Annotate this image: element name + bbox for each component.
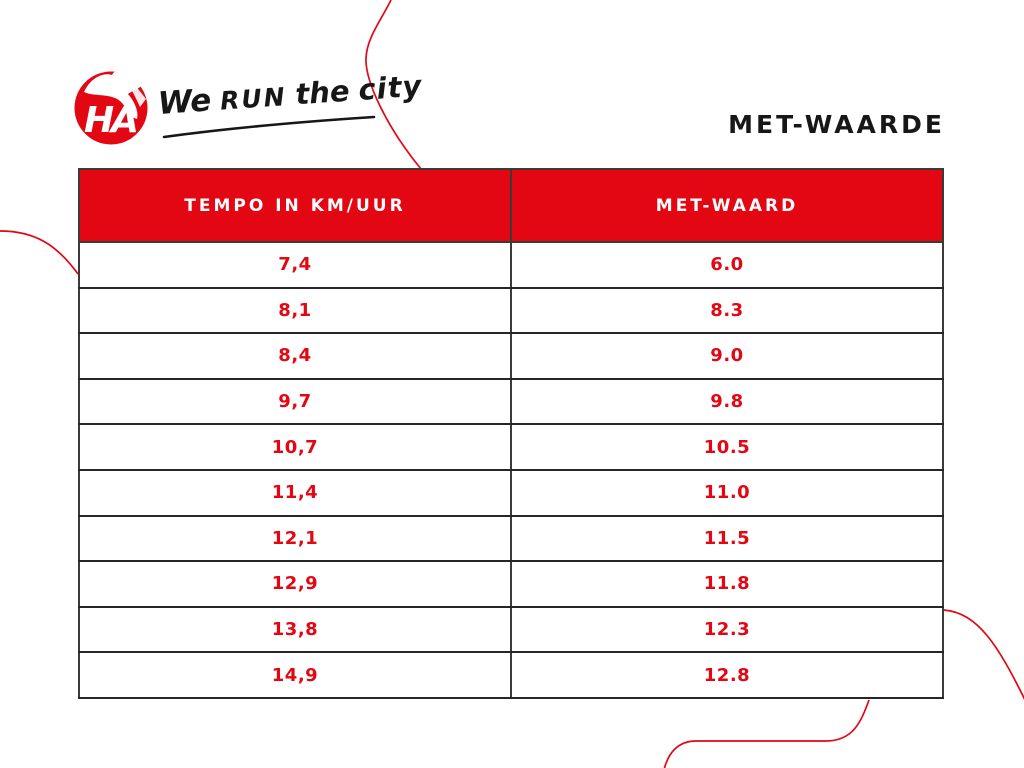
table-row [79, 652, 943, 698]
tempo-cell: 12,9 [79, 561, 511, 607]
table-row [79, 424, 943, 470]
tempo-cell: 8,4 [79, 333, 511, 379]
tagline-word-we: We [156, 82, 213, 122]
table-header-row [79, 169, 943, 242]
met-cell: 10.5 [511, 424, 943, 470]
tagline [156, 68, 424, 122]
table-row [79, 333, 943, 379]
table-row [79, 607, 943, 653]
table-row [79, 470, 943, 516]
tempo-cell: 13,8 [79, 607, 511, 653]
ha-logo-icon [72, 66, 152, 150]
met-cell: 12.8 [511, 652, 943, 698]
tagline-underline [164, 117, 374, 137]
tagline-word-run: RUN [219, 82, 288, 116]
table-row [79, 288, 943, 334]
decorative-curve-right [944, 610, 1024, 702]
tempo-cell: 10,7 [79, 424, 511, 470]
tagline-word-city: city [357, 68, 424, 107]
decorative-curve-bottom [664, 700, 869, 768]
tagline-word-the: the [294, 73, 351, 112]
tempo-cell: 12,1 [79, 516, 511, 562]
page-title: MET-WAARDE [728, 110, 945, 139]
met-cell: 8.3 [511, 288, 943, 334]
column-header-met: MET-WAARD [511, 169, 943, 242]
met-cell: 6.0 [511, 242, 943, 288]
table-row [79, 561, 943, 607]
met-cell: 9.8 [511, 379, 943, 425]
met-value-table [78, 168, 944, 699]
table-row [79, 379, 943, 425]
met-cell: 11.5 [511, 516, 943, 562]
tempo-cell: 14,9 [79, 652, 511, 698]
tempo-cell: 7,4 [79, 242, 511, 288]
tempo-cell: 11,4 [79, 470, 511, 516]
column-header-tempo: TEMPO IN KM/UUR [79, 169, 511, 242]
met-cell: 12.3 [511, 607, 943, 653]
logo-monogram: HA [84, 100, 136, 141]
met-cell: 9.0 [511, 333, 943, 379]
decorative-curve-left [0, 231, 78, 274]
logo [72, 66, 152, 150]
table-row [79, 516, 943, 562]
met-cell: 11.8 [511, 561, 943, 607]
table-row [79, 242, 943, 288]
tempo-cell: 9,7 [79, 379, 511, 425]
met-cell: 11.0 [511, 470, 943, 516]
tempo-cell: 8,1 [79, 288, 511, 334]
